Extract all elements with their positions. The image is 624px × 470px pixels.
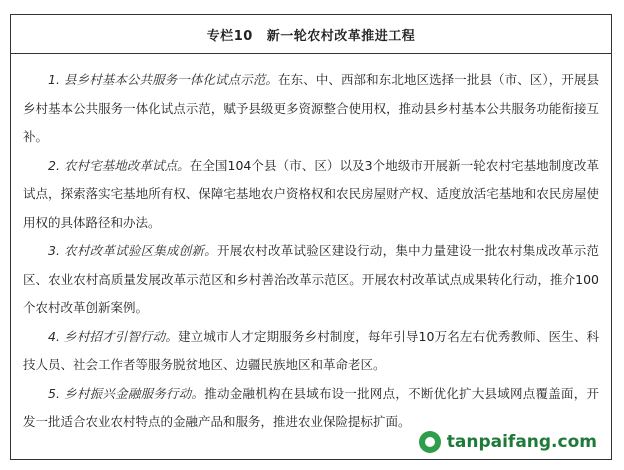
column-title: 新一轮农村改革推进工程 bbox=[266, 28, 416, 44]
list-item bbox=[23, 323, 599, 380]
column-title-row bbox=[11, 15, 611, 54]
tanpaifang-logo-icon bbox=[419, 431, 441, 453]
item-heading: 5. 乡村振兴金融服务行动。 bbox=[48, 385, 205, 401]
list-item bbox=[23, 237, 599, 323]
column-number: 专栏10 bbox=[206, 28, 253, 44]
list-item bbox=[23, 152, 599, 238]
item-body: 开展农村改革试验区建设行动，集中力量建设一批农村集成改革示范区、农业农村高质量发展改革示范区和乡村善治改革示范区。开展农村改革试点成果转化行动，推介100个农村改革创新案例。 bbox=[23, 243, 599, 315]
item-body: 推动金融机构在县域布设一批网点，不断优化扩大县域网点覆盖面，开发一批适合农业农村特点的金融产品和服务，推进农业保险提标扩面。 bbox=[23, 385, 599, 429]
item-body: 建立城市人才定期服务乡村制度，每年引导10万名左右优秀教师、医生、科技人员、社会工作者等服务脱贫地区、边疆民族地区和革命老区。 bbox=[23, 328, 599, 372]
column-content bbox=[11, 54, 611, 437]
item-heading: 2. 农村宅基地改革试点。 bbox=[48, 157, 190, 173]
special-column-box bbox=[10, 14, 612, 460]
item-body: 在全国104个县（市、区）以及3个地级市开展新一轮农村宅基地制度改革试点，探索落实宅基地所有权、保障宅基地农户资格权和农民房屋财产权、适度放活宅基地和农民房屋使用权的具体路径和办法。 bbox=[23, 157, 599, 230]
list-item bbox=[23, 380, 599, 437]
watermark bbox=[419, 431, 597, 453]
item-heading: 1. 县乡村基本公共服务一体化试点示范。 bbox=[48, 72, 279, 87]
list-item bbox=[23, 66, 599, 152]
item-body: 在东、中、西部和东北地区选择一批县（市、区），开展县乡村基本公共服务一体化试点示范，赋予县级更多资源整合使用权，推动县乡村基本公共服务功能衔接互补。 bbox=[23, 72, 599, 144]
item-heading: 3. 农村改革试验区集成创新。 bbox=[48, 243, 218, 258]
item-heading: 4. 乡村招才引智行动。 bbox=[48, 328, 178, 344]
watermark-text: tanpaifang.com bbox=[446, 432, 597, 452]
